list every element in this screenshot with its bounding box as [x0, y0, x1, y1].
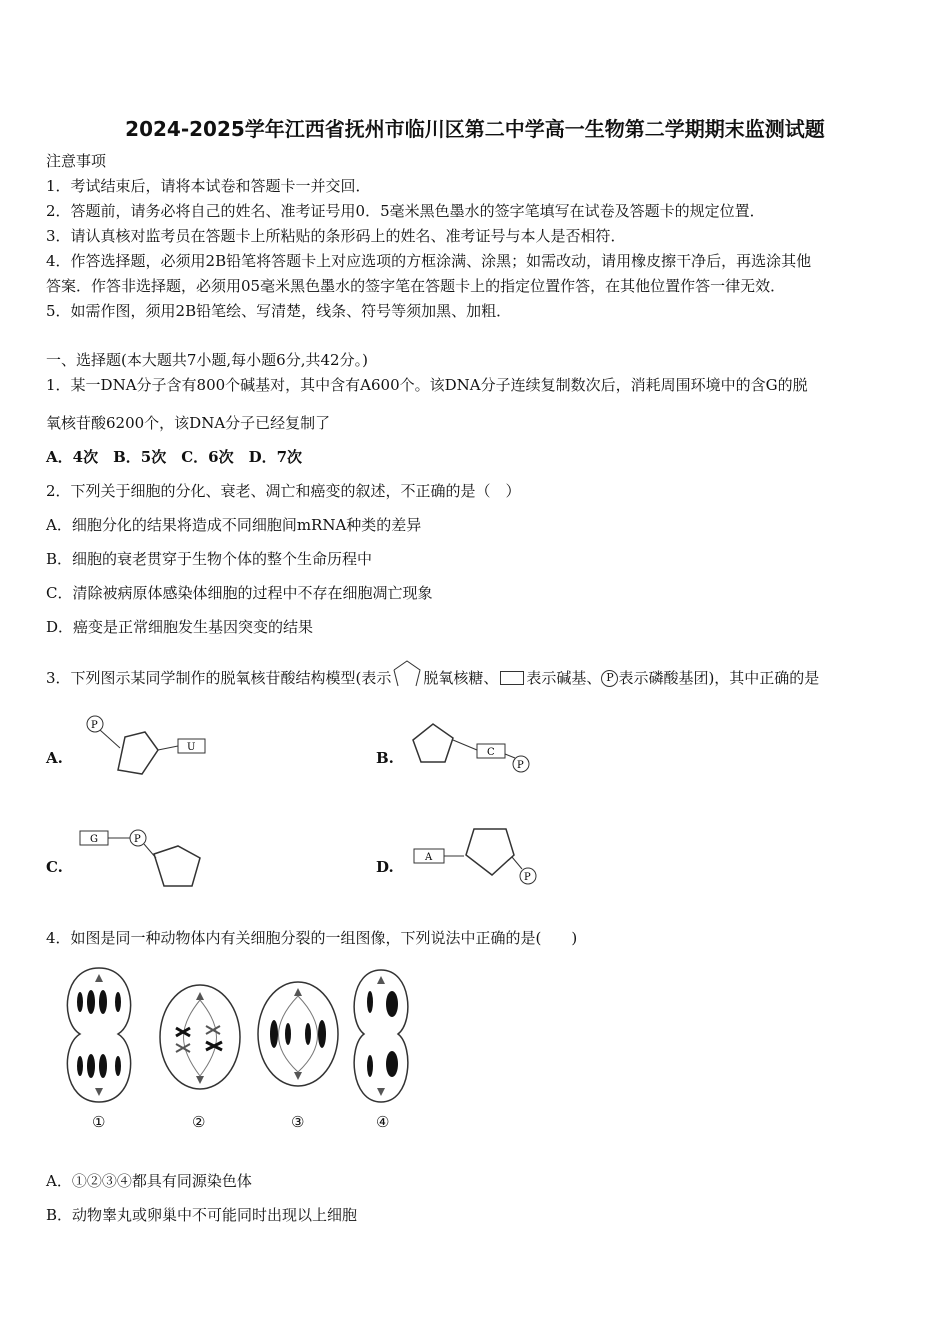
cell-diagram-3: [256, 978, 340, 1090]
q1-stem: 1．某一DNA分子含有800个碱基对，其中含有A600个。该DNA分子连续复制数次后，消耗周围环境中的含G的脱: [46, 376, 808, 394]
nucleotide-model-a: [80, 712, 220, 782]
cell-diagram-1: [58, 962, 140, 1112]
q1-stem-cont: 氧核苷酸6200个，该DNA分子已经复制了: [46, 414, 331, 432]
cell-diagram-4: [346, 966, 416, 1106]
cell-label-3: ③: [291, 1113, 305, 1131]
q4-option-b: B．动物睾丸或卵巢中不可能同时出现以上细胞: [46, 1206, 358, 1224]
nucleotide-model-c: [78, 826, 218, 896]
pentagon-icon: [391, 660, 423, 688]
q3-option-b-label: B.: [376, 749, 394, 767]
section-heading: 一、选择题(本大题共7小题,每小题6分,共42分。): [46, 351, 368, 369]
q2-option-a: A．细胞分化的结果将造成不同细胞间mRNA种类的差异: [46, 516, 422, 534]
svg-text:P: P: [134, 834, 141, 845]
q4-option-a: A．①②③④都具有同源染色体: [46, 1172, 252, 1190]
note-item: 1．考试结束后，请将本试卷和答题卡一并交回．: [46, 177, 371, 195]
q2-option-d: D．癌变是正常细胞发生基因突变的结果: [46, 618, 314, 636]
q2-stem: 2．下列关于细胞的分化、衰老、凋亡和癌变的叙述，不正确的是（ ）: [46, 482, 521, 500]
note-item: 3．请认真核对监考员在答题卡上所粘贴的条形码上的姓名、准考证号与本人是否相符．: [46, 227, 626, 245]
q1-options: A．4次 B．5次 C．6次 D．7次: [46, 448, 303, 466]
note-item: 答案．作答非选择题，必须用05毫米黑色墨水的签字笔在答题卡上的指定位置作答，在其他位置作答一律无效．: [46, 277, 786, 295]
q3-stem-text: 表示磷酸基团)，其中正确的是: [618, 669, 820, 687]
cell-label-2: ②: [192, 1113, 206, 1131]
note-item: 4．作答选择题，必须用2B铅笔将答题卡上对应选项的方框涂满、涂黑；如需改动，请用橡皮擦干净后，再选涂其他: [46, 252, 812, 270]
svg-text:G: G: [90, 834, 98, 845]
q3-option-a-label: A.: [46, 749, 63, 767]
q2-option-c: C．清除被病原体感染体细胞的过程中不存在细胞凋亡现象: [46, 584, 433, 602]
note-item: 2．答题前，请务必将自己的姓名、准考证号用0．5毫米黑色墨水的签字笔填写在试卷及答题卡的规定位置．: [46, 202, 765, 220]
q3-option-c-label: C.: [46, 858, 63, 876]
notes-heading: 注意事项: [46, 152, 107, 170]
q3-stem-text: 3．下列图示某同学制作的脱氧核苷酸结构模型(表示: [46, 669, 392, 687]
svg-text:U: U: [187, 742, 196, 753]
cell-label-1: ①: [92, 1113, 106, 1131]
q2-option-b: B．细胞的衰老贯穿于生物个体的整个生命历程中: [46, 550, 373, 568]
q3-stem-text: 脱氧核糖、: [423, 669, 499, 687]
nucleotide-model-b: [405, 718, 545, 778]
cell-label-4: ④: [376, 1113, 390, 1131]
svg-text:P: P: [524, 872, 531, 883]
note-item: 5．如需作图，须用2B铅笔绘、写清楚，线条、符号等须加黑、加粗．: [46, 302, 512, 320]
svg-text:P: P: [91, 720, 98, 731]
q3-stem: [46, 664, 819, 692]
cell-diagram-2: [158, 982, 242, 1092]
phosphate-icon: P: [601, 670, 618, 687]
q3-stem-text: 表示碱基、: [526, 669, 602, 687]
q4-stem: 4．如图是同一种动物体内有关细胞分裂的一组图像，下列说法中正确的是( ): [46, 929, 578, 947]
svg-text:P: P: [517, 760, 524, 771]
nucleotide-model-d: [410, 825, 550, 890]
svg-text:A: A: [425, 852, 433, 863]
q3-option-d-label: D.: [376, 858, 394, 876]
page-title: 2024-2025学年江西省抚州市临川区第二中学高一生物第二学期期末监测试题: [125, 117, 825, 141]
svg-text:C: C: [487, 747, 495, 758]
rectangle-icon: [500, 671, 524, 685]
